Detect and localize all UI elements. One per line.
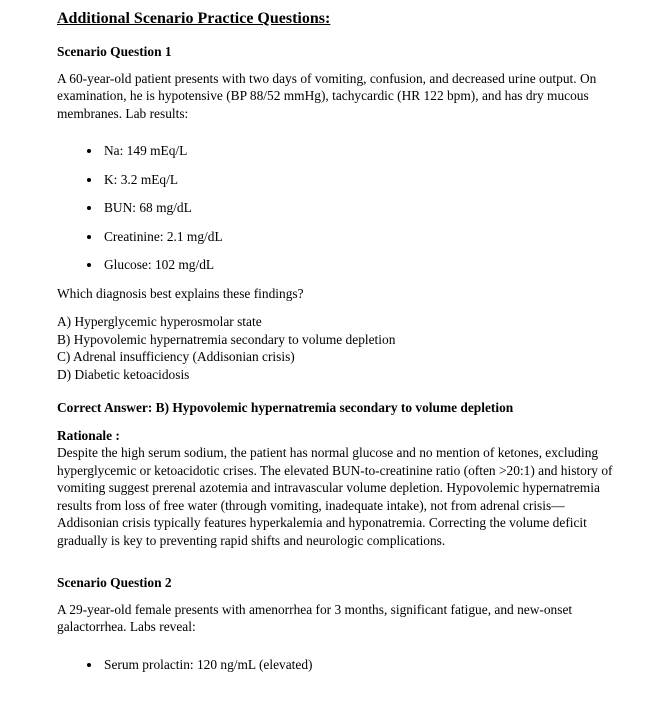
scenario-2-stem: A 29-year-old female presents with amenorrhea for 3 months, significant fatigue, and new-onset galactorrhea. Labs reveal: xyxy=(57,601,573,634)
scenario-question-1-section xyxy=(57,43,625,549)
scenario-1-lab-list xyxy=(57,142,625,274)
rationale-text: Despite the high serum sodium, the patient has normal glucose and no mention of ketones, excluding hyperglycemic or ketoacidotic crises. The elevated BUN-to-creatinine ratio (often >20:1) and history of vomiting suggest prerenal azotemia and intravascular volume depletion. Hypovolemic hypernatremia results from loss of free water (through vomiting, inadequate intake), not from adrenal crisis—Addisonian crisis typically features hyperkalemia and hyponatremia. Correcting the volume deficit gradually is key to preventing rapid shifts and neurologic complications. xyxy=(57,445,613,548)
scenario-1-heading: Scenario Question 1 xyxy=(57,44,172,59)
scenario-2-heading: Scenario Question 2 xyxy=(57,575,172,590)
option-b: B) Hypovolemic hypernatremia secondary to volume depletion xyxy=(57,331,396,347)
option-d: D) Diabetic ketoacidosis xyxy=(57,366,190,382)
scenario-1-options xyxy=(57,313,625,383)
option-c: C) Adrenal insufficiency (Addisonian crisis) xyxy=(57,349,295,364)
scenario-1-stem: A 60-year-old patient presents with two days of vomiting, confusion, and decreased urine output. On examination, he is hypotensive (BP 88/52 mmHg), tachycardic (HR 122 bpm), and has dry mucous membranes. Lab results: xyxy=(57,70,597,121)
scenario-1-rationale xyxy=(57,427,625,550)
option-a: A) Hyperglycemic hyperosmolar state xyxy=(57,314,262,329)
lab-item-na: • Na: 149 mEq/L xyxy=(102,142,625,160)
lab-item-glucose: • Glucose: 102 mg/dL xyxy=(102,256,625,274)
document-title: Additional Scenario Practice Questions: xyxy=(57,10,331,27)
lab-item-creatinine: • Creatinine: 2.1 mg/dL xyxy=(102,228,625,246)
scenario-1-correct-answer: Correct Answer: B) Hypovolemic hypernatremia secondary to volume depletion xyxy=(57,400,514,415)
lab-item-prolactin: • Serum prolactin: 120 ng/mL (elevated) xyxy=(102,656,625,674)
scenario-1-question: Which diagnosis best explains these findings? xyxy=(57,285,304,301)
lab-item-bun: • BUN: 68 mg/dL xyxy=(102,199,625,217)
rationale-heading: Rationale : xyxy=(57,427,120,443)
scenario-question-2-section xyxy=(57,574,625,673)
lab-item-k: • K: 3.2 mEq/L xyxy=(102,171,625,189)
scenario-2-lab-list xyxy=(57,656,625,674)
